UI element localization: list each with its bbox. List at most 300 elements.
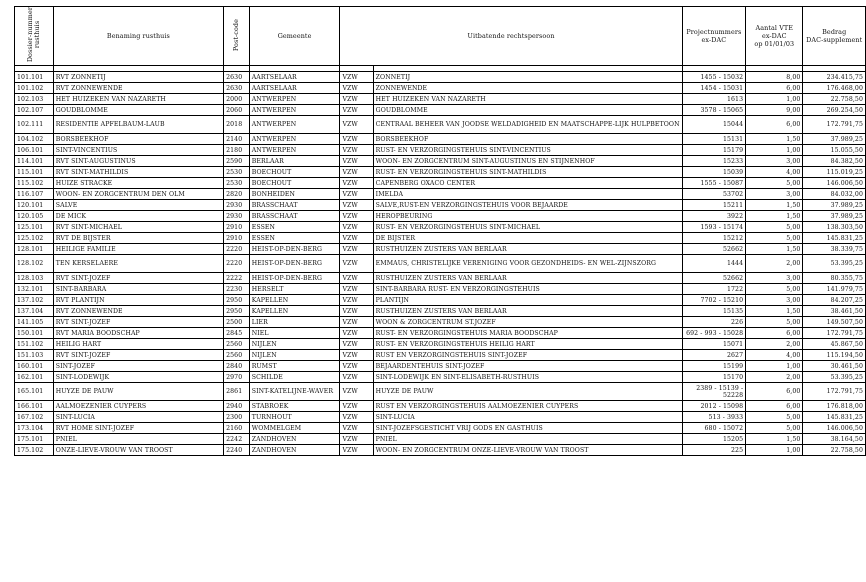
cell-dossier: 162.101 xyxy=(15,372,54,383)
cell-projectnummers: 680 - 15072 xyxy=(682,423,746,434)
cell-rechtspersoon: PNIEL xyxy=(373,434,682,445)
cell-rechtsvorm: VZW xyxy=(340,317,373,328)
header-benaming: Benaming rusthuis xyxy=(53,7,223,66)
cell-vte: 3,00 xyxy=(746,273,803,284)
table-row xyxy=(15,72,866,83)
cell-postcode: 2840 xyxy=(224,361,250,372)
cell-vte: 2,00 xyxy=(746,372,803,383)
cell-gemeente: ANTWERPEN xyxy=(249,94,340,105)
cell-dossier: 102.103 xyxy=(15,94,54,105)
cell-benaming: GOUDBLOMME xyxy=(53,105,223,116)
cell-benaming: SINT-VINCENTIUS xyxy=(53,145,223,156)
cell-vte: 2,00 xyxy=(746,339,803,350)
cell-gemeente: ANTWERPEN xyxy=(249,145,340,156)
cell-vte: 9,00 xyxy=(746,105,803,116)
cell-gemeente: HERSELT xyxy=(249,284,340,295)
cell-benaming: HUIZE STRACKE xyxy=(53,178,223,189)
cell-projectnummers: 1454 - 15031 xyxy=(682,83,746,94)
cell-projectnummers: 1722 xyxy=(682,284,746,295)
cell-dossier: 166.101 xyxy=(15,401,54,412)
cell-projectnummers: 3578 - 15065 xyxy=(682,105,746,116)
cell-postcode: 2930 xyxy=(224,200,250,211)
cell-vte: 1,00 xyxy=(746,445,803,456)
cell-vte: 6,00 xyxy=(746,83,803,94)
cell-benaming: ONZE-LIEVE-VROUW VAN TROOST xyxy=(53,445,223,456)
cell-rechtspersoon: BORSBEEKHOF xyxy=(373,134,682,145)
cell-rechtsvorm: VZW xyxy=(340,306,373,317)
cell-dossier: 141.105 xyxy=(15,317,54,328)
table-row xyxy=(15,284,866,295)
cell-rechtspersoon: WOON- EN ZORGCENTRUM ONZE-LIEVE-VROUW VAN TROOST xyxy=(373,445,682,456)
cell-rechtsvorm: VZW xyxy=(340,134,373,145)
cell-rechtsvorm: VZW xyxy=(340,284,373,295)
cell-postcode: 2590 xyxy=(224,156,250,167)
cell-benaming: RVT ZONNEWENDE xyxy=(53,83,223,94)
cell-vte: 1,50 xyxy=(746,134,803,145)
cell-dossier: 137.104 xyxy=(15,306,54,317)
cell-bedrag: 38.339,75 xyxy=(803,244,866,255)
cell-rechtspersoon: RUSTHUIZEN ZUSTERS VAN BERLAAR xyxy=(373,244,682,255)
cell-projectnummers: 1444 xyxy=(682,255,746,273)
cell-gemeente: KAPELLEN xyxy=(249,295,340,306)
cell-postcode: 2240 xyxy=(224,445,250,456)
table-row xyxy=(15,273,866,284)
table-row xyxy=(15,145,866,156)
cell-dossier: 151.102 xyxy=(15,339,54,350)
cell-vte: 8,00 xyxy=(746,72,803,83)
cell-projectnummers: 2389 - 15139 - 52228 xyxy=(682,383,746,401)
cell-rechtsvorm: VZW xyxy=(340,244,373,255)
cell-postcode: 2950 xyxy=(224,306,250,317)
cell-postcode: 2300 xyxy=(224,412,250,423)
cell-benaming: SINT-LODEWIJK xyxy=(53,372,223,383)
cell-gemeente: NIJLEN xyxy=(249,339,340,350)
cell-rechtspersoon: SALVE,RUST-EN VERZORGINGSTEHUIS VOOR BEJAARDE xyxy=(373,200,682,211)
cell-rechtsvorm: VZW xyxy=(340,445,373,456)
cell-projectnummers: 15199 xyxy=(682,361,746,372)
cell-gemeente: ANTWERPEN xyxy=(249,105,340,116)
cell-projectnummers: 15135 xyxy=(682,306,746,317)
cell-bedrag: 15.055,50 xyxy=(803,145,866,156)
cell-postcode: 2180 xyxy=(224,145,250,156)
table-row xyxy=(15,83,866,94)
cell-dossier: 102.107 xyxy=(15,105,54,116)
cell-postcode: 2940 xyxy=(224,401,250,412)
cell-postcode: 2630 xyxy=(224,83,250,94)
cell-bedrag: 172.791,75 xyxy=(803,116,866,134)
cell-rechtsvorm: VZW xyxy=(340,233,373,244)
cell-dossier: 128.103 xyxy=(15,273,54,284)
cell-benaming: SINT-BARBARA xyxy=(53,284,223,295)
cell-dossier: 115.101 xyxy=(15,167,54,178)
cell-vte: 5,00 xyxy=(746,233,803,244)
cell-bedrag: 115.019,25 xyxy=(803,167,866,178)
table-row xyxy=(15,105,866,116)
cell-vte: 5,00 xyxy=(746,222,803,233)
cell-postcode: 2220 xyxy=(224,255,250,273)
cell-gemeente: SINT-KATELIJNE-WAVER xyxy=(249,383,340,401)
cell-rechtsvorm: VZW xyxy=(340,339,373,350)
cell-rechtsvorm: VZW xyxy=(340,401,373,412)
cell-rechtsvorm: VZW xyxy=(340,361,373,372)
cell-benaming: HUYZE DE PAUW xyxy=(53,383,223,401)
cell-gemeente: STABROEK xyxy=(249,401,340,412)
cell-gemeente: TURNHOUT xyxy=(249,412,340,423)
cell-bedrag: 176.818,00 xyxy=(803,401,866,412)
table-row xyxy=(15,350,866,361)
cell-gemeente: NIJLEN xyxy=(249,350,340,361)
cell-rechtspersoon: SINT-LUCIA xyxy=(373,412,682,423)
cell-dossier: 167.102 xyxy=(15,412,54,423)
cell-projectnummers: 15233 xyxy=(682,156,746,167)
table-row xyxy=(15,222,866,233)
cell-bedrag: 146.006,50 xyxy=(803,423,866,434)
cell-gemeente: ESSEN xyxy=(249,233,340,244)
cell-dossier: 125.102 xyxy=(15,233,54,244)
cell-bedrag: 37.989,25 xyxy=(803,200,866,211)
cell-vte: 3,00 xyxy=(746,189,803,200)
table-row xyxy=(15,211,866,222)
cell-benaming: BORSBEEKHOF xyxy=(53,134,223,145)
cell-rechtspersoon: PLANTIJN xyxy=(373,295,682,306)
cell-rechtsvorm: VZW xyxy=(340,178,373,189)
cell-rechtspersoon: SINT-LODEWIJK EN SINT-ELISABETH-RUSTHUIS xyxy=(373,372,682,383)
cell-rechtspersoon: RUSTHUIZEN ZUSTERS VAN BERLAAR xyxy=(373,273,682,284)
cell-projectnummers: 1455 - 15032 xyxy=(682,72,746,83)
cell-bedrag: 22.758,50 xyxy=(803,94,866,105)
cell-gemeente: LIER xyxy=(249,317,340,328)
cell-dossier: 175.101 xyxy=(15,434,54,445)
cell-bedrag: 37.989,25 xyxy=(803,211,866,222)
table-row xyxy=(15,401,866,412)
cell-rechtsvorm: VZW xyxy=(340,350,373,361)
cell-postcode: 2060 xyxy=(224,105,250,116)
cell-rechtsvorm: VZW xyxy=(340,222,373,233)
cell-postcode: 2220 xyxy=(224,244,250,255)
cell-gemeente: ANTWERPEN xyxy=(249,134,340,145)
cell-dossier: 120.101 xyxy=(15,200,54,211)
cell-dossier: 175.102 xyxy=(15,445,54,456)
cell-bedrag: 53.395,25 xyxy=(803,372,866,383)
cell-rechtsvorm: VZW xyxy=(340,105,373,116)
cell-gemeente: ANTWERPEN xyxy=(249,116,340,134)
cell-benaming: RVT SINT-JOZEF xyxy=(53,350,223,361)
table-row xyxy=(15,328,866,339)
cell-rechtspersoon: HEROPBEURING xyxy=(373,211,682,222)
cell-projectnummers: 15205 xyxy=(682,434,746,445)
cell-rechtspersoon: ZONNETIJ xyxy=(373,72,682,83)
cell-rechtspersoon: EMMAUS, CHRISTELIJKE VERENIGING VOOR GEZONDHEIDS- EN WEL-ZIJNSZORG xyxy=(373,255,682,273)
cell-rechtspersoon: IMELDA xyxy=(373,189,682,200)
cell-rechtsvorm: VZW xyxy=(340,167,373,178)
cell-postcode: 2910 xyxy=(224,233,250,244)
cell-benaming: SALVE xyxy=(53,200,223,211)
cell-bedrag: 30.461,50 xyxy=(803,361,866,372)
cell-dossier: 137.102 xyxy=(15,295,54,306)
cell-gemeente: ZANDHOVEN xyxy=(249,434,340,445)
cell-gemeente: BOECHOUT xyxy=(249,178,340,189)
header-vte: Aantal VTE ex-DAC op 01/01/03 xyxy=(746,7,803,66)
cell-bedrag: 141.979,75 xyxy=(803,284,866,295)
cell-rechtspersoon: CENTRAAL BEHEER VAN JOODSE WELDADIGHEID EN MAATSCHAPPE-LIJK HULPBETOON xyxy=(373,116,682,134)
cell-dossier: 128.101 xyxy=(15,244,54,255)
cell-gemeente: BERLAAR xyxy=(249,156,340,167)
cell-projectnummers: 15071 xyxy=(682,339,746,350)
cell-bedrag: 84.382,50 xyxy=(803,156,866,167)
cell-rechtsvorm: VZW xyxy=(340,273,373,284)
cell-gemeente: AARTSELAAR xyxy=(249,83,340,94)
cell-postcode: 2970 xyxy=(224,372,250,383)
cell-benaming: RESIDENTIE APFELBAUM-LAUB xyxy=(53,116,223,134)
cell-rechtspersoon: RUST EN VERZORGINGSTEHUIS SINT-JOZEF xyxy=(373,350,682,361)
cell-vte: 1,00 xyxy=(746,94,803,105)
table-row xyxy=(15,200,866,211)
cell-rechtsvorm: VZW xyxy=(340,145,373,156)
table-row xyxy=(15,339,866,350)
cell-benaming: AALMOEZENIER CUYPERS xyxy=(53,401,223,412)
cell-bedrag: 176.468,00 xyxy=(803,83,866,94)
cell-dossier: 165.101 xyxy=(15,383,54,401)
cell-gemeente: KAPELLEN xyxy=(249,306,340,317)
table-row xyxy=(15,156,866,167)
cell-bedrag: 172.791,75 xyxy=(803,383,866,401)
cell-postcode: 2820 xyxy=(224,189,250,200)
cell-dossier: 101.102 xyxy=(15,83,54,94)
cell-dossier: 150.101 xyxy=(15,328,54,339)
cell-bedrag: 145.831,25 xyxy=(803,412,866,423)
cell-benaming: RVT PLANTIJN xyxy=(53,295,223,306)
cell-rechtspersoon: RUST- EN VERZORGINGSTEHUIS SINT-MATHILDIS xyxy=(373,167,682,178)
cell-benaming: PNIEL xyxy=(53,434,223,445)
cell-rechtsvorm: VZW xyxy=(340,72,373,83)
cell-gemeente: AARTSELAAR xyxy=(249,72,340,83)
table-row xyxy=(15,372,866,383)
cell-benaming: HET HUIZEKEN VAN NAZARETH xyxy=(53,94,223,105)
cell-projectnummers: 15211 xyxy=(682,200,746,211)
cell-vte: 1,50 xyxy=(746,434,803,445)
cell-projectnummers: 52662 xyxy=(682,273,746,284)
cell-postcode: 2140 xyxy=(224,134,250,145)
cell-rechtsvorm: VZW xyxy=(340,156,373,167)
cell-gemeente: RUMST xyxy=(249,361,340,372)
cell-benaming: SINT-JOZEF xyxy=(53,361,223,372)
cell-dossier: 106.101 xyxy=(15,145,54,156)
cell-benaming: RVT ZONNETIJ xyxy=(53,72,223,83)
cell-postcode: 2930 xyxy=(224,211,250,222)
cell-rechtspersoon: RUST- EN VERZORGINGSTEHUIS HEILIG HART xyxy=(373,339,682,350)
cell-benaming: RVT SINT-JOZEF xyxy=(53,273,223,284)
cell-dossier: 151.103 xyxy=(15,350,54,361)
table-row xyxy=(15,189,866,200)
cell-benaming: RVT SINT-MICHAEL xyxy=(53,222,223,233)
cell-projectnummers: 15170 xyxy=(682,372,746,383)
cell-bedrag: 38.461,50 xyxy=(803,306,866,317)
cell-vte: 2,00 xyxy=(746,255,803,273)
cell-postcode: 2500 xyxy=(224,317,250,328)
cell-rechtspersoon: RUST- EN VERZORGINGSTEHUIS SINT-MICHAEL xyxy=(373,222,682,233)
table-row xyxy=(15,167,866,178)
header-dossier: Dossier-nummer rusthuis xyxy=(15,7,54,66)
cell-postcode: 2242 xyxy=(224,434,250,445)
cell-postcode: 2845 xyxy=(224,328,250,339)
cell-vte: 5,00 xyxy=(746,423,803,434)
table-row xyxy=(15,445,866,456)
cell-bedrag: 172.791,75 xyxy=(803,328,866,339)
cell-dossier: 115.102 xyxy=(15,178,54,189)
cell-projectnummers: 2012 - 15098 xyxy=(682,401,746,412)
cell-benaming: RVT MARIA BOODSCHAP xyxy=(53,328,223,339)
cell-projectnummers: 225 xyxy=(682,445,746,456)
table-row xyxy=(15,94,866,105)
cell-dossier: 102.111 xyxy=(15,116,54,134)
cell-projectnummers: 53702 xyxy=(682,189,746,200)
cell-rechtspersoon: GOUDBLOMME xyxy=(373,105,682,116)
cell-rechtspersoon: RUST EN VERZORGINGSTEHUIS AALMOEZENIER CUYPERS xyxy=(373,401,682,412)
table-row xyxy=(15,306,866,317)
cell-gemeente: BRASSCHAAT xyxy=(249,200,340,211)
cell-projectnummers: 3922 xyxy=(682,211,746,222)
cell-rechtspersoon: HUYZE DE PAUW xyxy=(373,383,682,401)
cell-vte: 6,00 xyxy=(746,328,803,339)
cell-benaming: HEILIG HART xyxy=(53,339,223,350)
table-header-row xyxy=(15,7,866,66)
cell-rechtsvorm: VZW xyxy=(340,200,373,211)
cell-projectnummers: 513 - 3933 xyxy=(682,412,746,423)
cell-projectnummers: 1613 xyxy=(682,94,746,105)
cell-rechtsvorm: VZW xyxy=(340,295,373,306)
cell-rechtspersoon: HET HUIZEKEN VAN NAZARETH xyxy=(373,94,682,105)
cell-bedrag: 138.303,50 xyxy=(803,222,866,233)
cell-rechtsvorm: VZW xyxy=(340,189,373,200)
cell-postcode: 2222 xyxy=(224,273,250,284)
cell-rechtspersoon: CAPENBERG OXACO CENTER xyxy=(373,178,682,189)
cell-gemeente: WOMMELGEM xyxy=(249,423,340,434)
cell-dossier: 160.101 xyxy=(15,361,54,372)
cell-postcode: 2530 xyxy=(224,178,250,189)
cell-rechtsvorm: VZW xyxy=(340,328,373,339)
cell-dossier: 132.101 xyxy=(15,284,54,295)
cell-benaming: SINT-LUCIA xyxy=(53,412,223,423)
cell-benaming: DE MICK xyxy=(53,211,223,222)
cell-bedrag: 38.164,50 xyxy=(803,434,866,445)
header-postcode: Post-code xyxy=(224,7,250,66)
cell-projectnummers: 1555 - 15087 xyxy=(682,178,746,189)
cell-projectnummers: 7702 - 15210 xyxy=(682,295,746,306)
cell-rechtspersoon: SINT-JOZEFSGESTICHT VRIJ GODS EN GASTHUIS xyxy=(373,423,682,434)
cell-dossier: 173.104 xyxy=(15,423,54,434)
cell-bedrag: 45.867,50 xyxy=(803,339,866,350)
cell-vte: 5,00 xyxy=(746,317,803,328)
cell-bedrag: 84.207,25 xyxy=(803,295,866,306)
cell-rechtspersoon: BEJAARDENTEHUIS SINT-JOZEF xyxy=(373,361,682,372)
cell-gemeente: BOECHOUT xyxy=(249,167,340,178)
cell-rechtsvorm: VZW xyxy=(340,211,373,222)
cell-benaming: RVT SINT-MATHILDIS xyxy=(53,167,223,178)
cell-benaming: HEILIGE FAMILIE xyxy=(53,244,223,255)
cell-gemeente: NIEL xyxy=(249,328,340,339)
cell-vte: 6,00 xyxy=(746,116,803,134)
cell-vte: 1,50 xyxy=(746,244,803,255)
cell-bedrag: 234.415,75 xyxy=(803,72,866,83)
cell-rechtsvorm: VZW xyxy=(340,94,373,105)
cell-rechtsvorm: VZW xyxy=(340,383,373,401)
cell-bedrag: 146.006,50 xyxy=(803,178,866,189)
cell-benaming: WOON- EN ZORGCENTRUM DEN OLM xyxy=(53,189,223,200)
table-row xyxy=(15,412,866,423)
cell-vte: 4,00 xyxy=(746,350,803,361)
cell-bedrag: 80.355,75 xyxy=(803,273,866,284)
cell-postcode: 2861 xyxy=(224,383,250,401)
cell-vte: 6,00 xyxy=(746,383,803,401)
cell-vte: 1,50 xyxy=(746,200,803,211)
cell-vte: 1,00 xyxy=(746,361,803,372)
cell-dossier: 104.102 xyxy=(15,134,54,145)
cell-vte: 3,00 xyxy=(746,295,803,306)
cell-benaming: TEN KERSELAERE xyxy=(53,255,223,273)
cell-vte: 1,00 xyxy=(746,145,803,156)
cell-projectnummers: 15131 xyxy=(682,134,746,145)
cell-postcode: 2630 xyxy=(224,72,250,83)
cell-rechtsvorm: VZW xyxy=(340,116,373,134)
table-row xyxy=(15,116,866,134)
cell-vte: 6,00 xyxy=(746,401,803,412)
cell-bedrag: 115.194,50 xyxy=(803,350,866,361)
cell-bedrag: 37.989,25 xyxy=(803,134,866,145)
cell-vte: 1,50 xyxy=(746,306,803,317)
cell-dossier: 128.102 xyxy=(15,255,54,273)
cell-rechtspersoon: RUST- EN VERZORGINGSTEHUIS SINT-VINCENTIUS xyxy=(373,145,682,156)
cell-dossier: 114.101 xyxy=(15,156,54,167)
cell-rechtspersoon: RUSTHUIZEN ZUSTERS VAN BERLAAR xyxy=(373,306,682,317)
table-body xyxy=(15,72,866,456)
table-row xyxy=(15,383,866,401)
cell-dossier: 116.107 xyxy=(15,189,54,200)
cell-rechtsvorm: VZW xyxy=(340,423,373,434)
cell-rechtspersoon: ZONNEWENDE xyxy=(373,83,682,94)
table-row xyxy=(15,295,866,306)
header-rechtspersoon: Uitbatende rechtspersoon xyxy=(340,7,682,66)
cell-rechtspersoon: SINT-BARBARA RUST- EN VERZORGINGSTEHUIS xyxy=(373,284,682,295)
cell-rechtspersoon: WOON- EN ZORGCENTRUM SINT-AUGUSTINUS EN STIJNENHOF xyxy=(373,156,682,167)
cell-gemeente: ESSEN xyxy=(249,222,340,233)
rusthuizen-table xyxy=(14,6,866,456)
cell-bedrag: 84.032,00 xyxy=(803,189,866,200)
cell-bedrag: 22.758,50 xyxy=(803,445,866,456)
cell-gemeente: BONHEIDEN xyxy=(249,189,340,200)
cell-gemeente: HEIST-OP-DEN-BERG xyxy=(249,273,340,284)
table-row xyxy=(15,134,866,145)
cell-vte: 4,00 xyxy=(746,167,803,178)
cell-vte: 3,00 xyxy=(746,156,803,167)
cell-postcode: 2160 xyxy=(224,423,250,434)
cell-benaming: RVT HOME SINT-JOZEF xyxy=(53,423,223,434)
cell-projectnummers: 2627 xyxy=(682,350,746,361)
cell-gemeente: HEIST-OP-DEN-BERG xyxy=(249,255,340,273)
cell-gemeente: ZANDHOVEN xyxy=(249,445,340,456)
header-projectnummers: Projectnummers ex-DAC xyxy=(682,7,746,66)
cell-gemeente: HEIST-OP-DEN-BERG xyxy=(249,244,340,255)
cell-vte: 5,00 xyxy=(746,284,803,295)
cell-dossier: 101.101 xyxy=(15,72,54,83)
cell-projectnummers: 15212 xyxy=(682,233,746,244)
table-row xyxy=(15,361,866,372)
cell-postcode: 2560 xyxy=(224,350,250,361)
cell-projectnummers: 15044 xyxy=(682,116,746,134)
cell-bedrag: 149.507,50 xyxy=(803,317,866,328)
cell-projectnummers: 226 xyxy=(682,317,746,328)
cell-bedrag: 145.831,25 xyxy=(803,233,866,244)
cell-rechtspersoon: DE BIJSTER xyxy=(373,233,682,244)
